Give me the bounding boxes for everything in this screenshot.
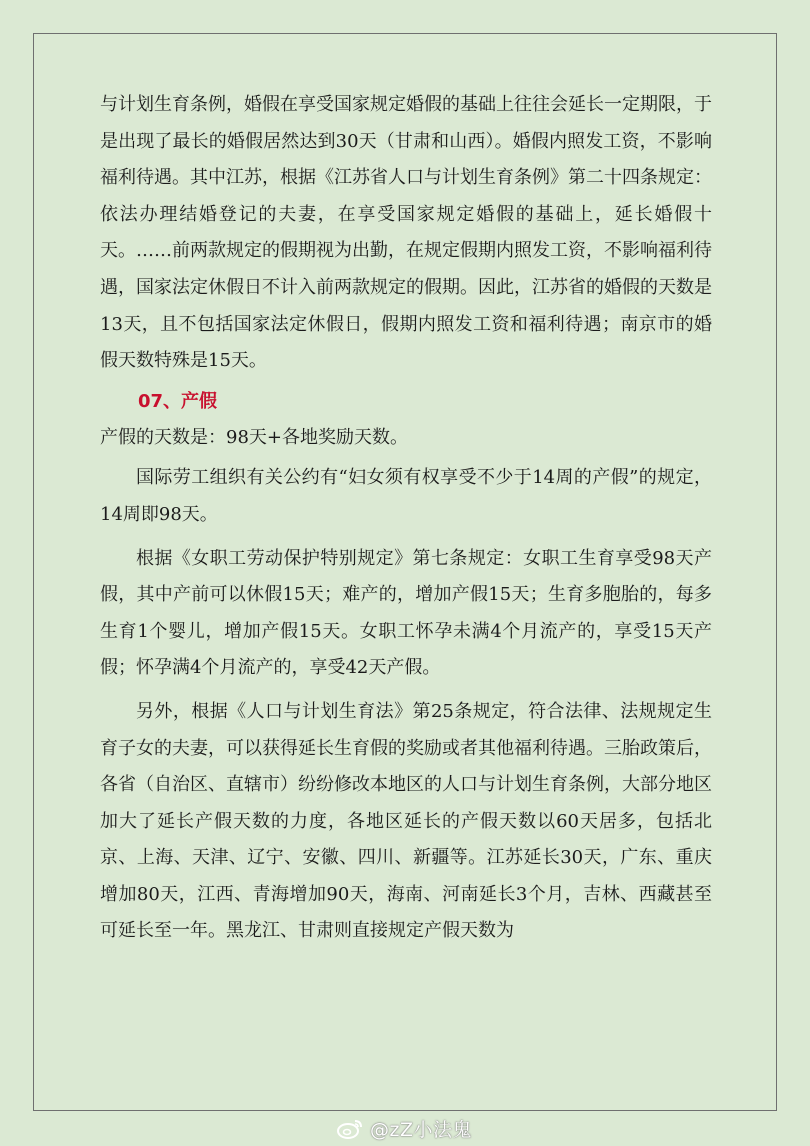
paragraph-ilo-convention: 国际劳工组织有关公约有“妇女须有权享受不少于14周的产假”的规定，14周即98天。 [100, 467, 712, 525]
paragraph-maternity-days: 产假的天数是：98天+各地奖励天数。 [100, 426, 408, 448]
paragraph-marriage-leave: 与计划生育条例，婚假在享受国家规定婚假的基础上往往会延长一定期限，于是出现了最长的婚假居然达到30天（甘肃和山西）。婚假内照发工资，不影响福利待遇。其中江苏，根据《江苏省人口与计划生育条例》第二十四条规定：依法办理结婚登记的夫妻，在享受国家规定婚假的基础上，延长婚假十天。……前两款规定的假期视为出勤，在规定假期内照发工资，不影响福利待遇，国家法定休假日不计入前两款规定的假期。因此，江苏省的婚假的天数是13天，且不包括国家法定休假日，假期内照发工资和福利待遇；南京市的婚假天数特殊是15天。 [100, 94, 712, 372]
section-heading-maternity-leave: 07、产假 [138, 390, 218, 412]
watermark-text: @zZ小法鬼 [370, 1118, 472, 1141]
paragraph-population-law: 另外，根据《人口与计划生育法》第25条规定，符合法律、法规规定生育子女的夫妻，可以获得延长生育假的奖励或者其他福利待遇。三胎政策后，各省（自治区、直辖市）纷纷修改本地区的人口与计划生育条例，大部分地区加大了延长产假天数的力度，各地区延长的产假天数以60天居多，包括北京、上海、天津、辽宁、安徽、四川、新疆等。江苏延长30天，广东、重庆增加80天，江西、青海增加90天，海南、河南延长3个月，吉林、西藏甚至可延长至一年。黑龙江、甘肃则直接规定产假天数为 [100, 700, 712, 942]
article-body [100, 87, 712, 950]
paragraph-female-worker-protection: 根据《女职工劳动保护特别规定》第七条规定：女职工生育享受98天产假，其中产前可以休假15天；难产的，增加产假15天；生育多胞胎的，每多生育1个婴儿，增加产假15天。女职工怀孕未满4个月流产的，享受15天产假；怀孕满4个月流产的，享受42天产假。 [100, 547, 712, 679]
watermark [336, 1114, 472, 1142]
weibo-logo-icon [336, 1117, 364, 1139]
